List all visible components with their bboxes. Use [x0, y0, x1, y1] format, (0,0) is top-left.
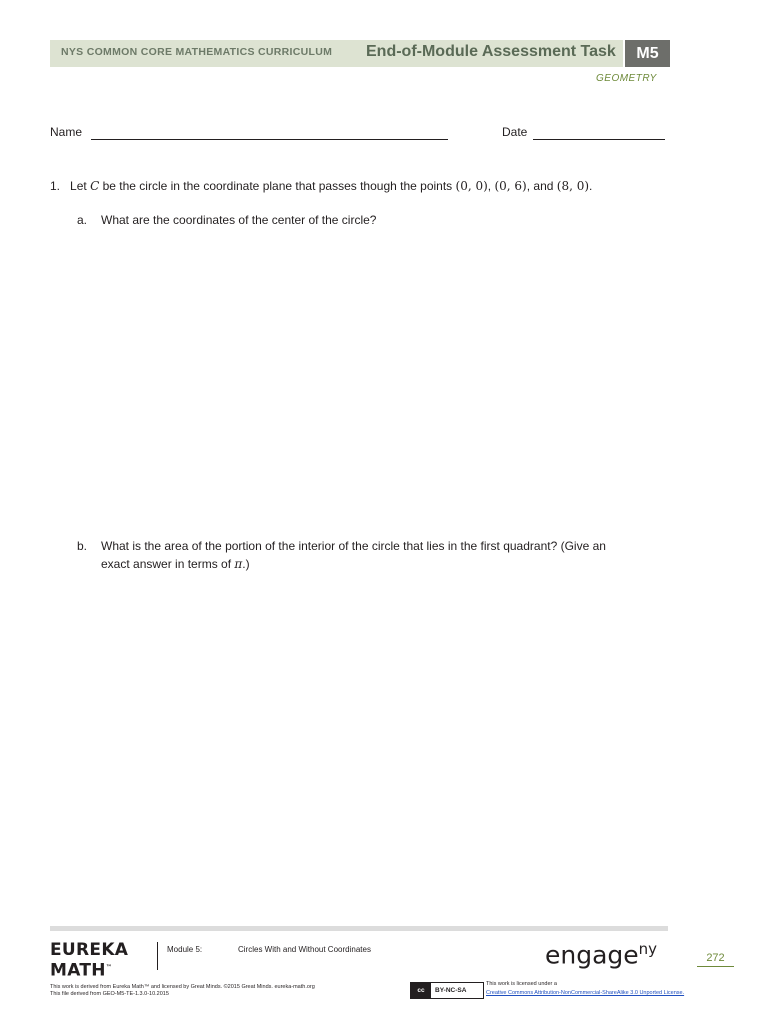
curriculum-title: NYS COMMON CORE MATHEMATICS CURRICULUM — [61, 46, 333, 58]
point-1: (0, 0) — [455, 179, 488, 193]
part-b-line-1: What is the area of the portion of the interior of the circle that lies in the first quadrant? (Give an — [101, 539, 606, 553]
part-a-text: What are the coordinates of the center of the circle? — [101, 213, 377, 227]
assessment-title: End-of-Module Assessment Task — [366, 43, 616, 60]
engageny-logo: engage$^{ny}$ — [545, 940, 658, 970]
point-3: (8, 0) — [556, 179, 590, 193]
subject-label: GEOMETRY — [596, 73, 657, 84]
pi-symbol: π — [234, 557, 243, 571]
part-a-label: a. — [77, 213, 88, 227]
footer-rule — [50, 926, 668, 931]
module-label: Module 5: — [167, 945, 203, 954]
file-notice: This file derived from GEO-M5-TE-1.3.0-10.2015 — [50, 991, 169, 997]
footer-divider — [157, 942, 158, 970]
variable-c: C — [90, 179, 100, 193]
license-link[interactable]: Creative Commons Attribution-NonCommercial-ShareAlike 3.0 Unported License. — [486, 990, 685, 996]
part-b-line-2: exact answer in terms of π.) — [101, 557, 250, 571]
module-title: Circles With and Without Coordinates — [238, 945, 371, 954]
question-1: 1. Let C be the circle in the coordinate plane that passes though the points (0, 0), (0, 6), and (8, 0). — [50, 179, 593, 193]
page-number: 272 — [697, 952, 734, 967]
point-2: (0, 6) — [494, 179, 527, 193]
date-field[interactable] — [533, 139, 665, 140]
name-label: Name — [50, 125, 83, 139]
name-field[interactable] — [91, 139, 448, 140]
derived-notice: This work is derived from Eureka Math™ and licensed by Great Minds. ©2015 Great Minds. eureka-math.org — [50, 984, 315, 990]
cc-icon: cc — [411, 983, 431, 998]
license-notice: This work is licensed under a — [486, 981, 557, 987]
module-badge: M5 — [625, 40, 670, 67]
eureka-math-logo: EUREKA MATH™ — [50, 940, 129, 981]
question-number: 1. — [50, 179, 61, 193]
part-b-label: b. — [77, 539, 88, 553]
cc-license-badge[interactable]: cc BY-NC-SA — [410, 982, 484, 999]
date-label: Date — [502, 125, 528, 139]
